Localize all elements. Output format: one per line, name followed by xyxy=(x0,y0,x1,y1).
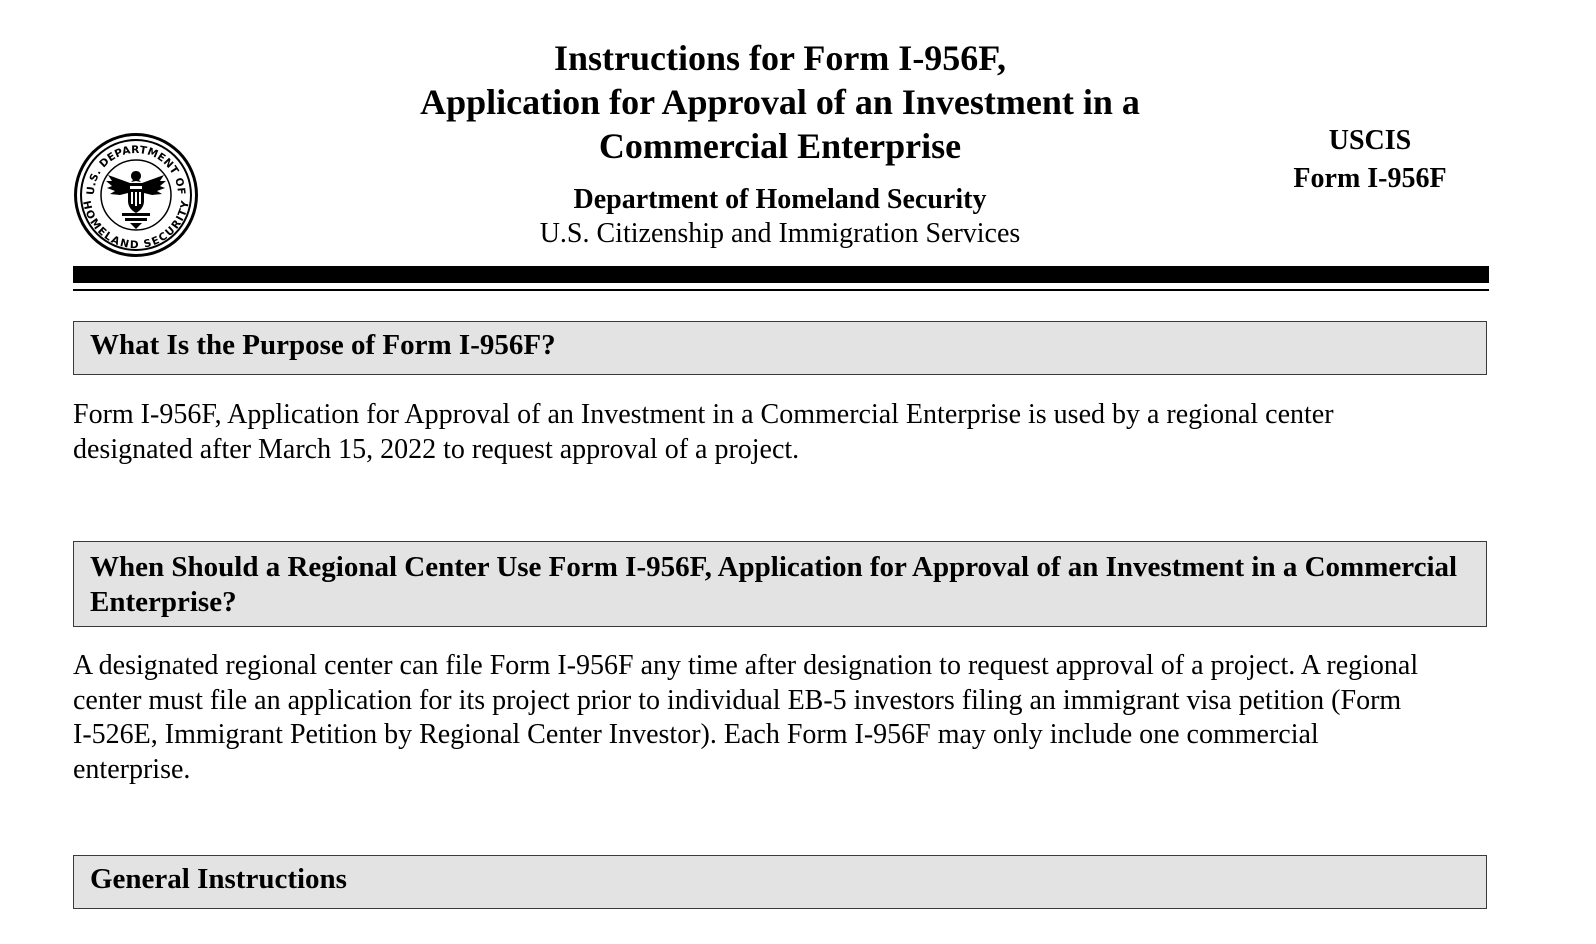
section-heading-when-to-use-line-2: Enterprise? xyxy=(90,586,237,618)
paragraph-line: enterprise. xyxy=(73,753,191,785)
document-title-block xyxy=(380,36,1180,251)
form-id-agency: USCIS xyxy=(1328,125,1412,156)
paragraph-line: I-526E, Immigrant Petition by Regional Center Investor). Each Form I-956F may only include one commercial xyxy=(73,719,1319,750)
department-name: Department of Homeland Security xyxy=(573,184,987,215)
paragraph-line: designated after March 15, 2022 to request approval of a project. xyxy=(73,433,800,465)
dhs-seal-icon xyxy=(72,131,200,259)
section-heading-general-instructions xyxy=(73,855,1487,909)
section-heading-when-to-use xyxy=(73,541,1487,627)
paragraph-line: A designated regional center can file Form I-956F any time after designation to request approval of a project. A regional xyxy=(73,650,1419,681)
document-title-line-2: Application for Approval of an Investment in a xyxy=(420,82,1140,122)
form-id-block xyxy=(1270,122,1470,198)
header-divider-thick xyxy=(73,266,1489,283)
document-title-line-1: Instructions for Form I-956F, xyxy=(554,38,1006,78)
section-paragraph-purpose xyxy=(73,398,1493,467)
form-id-number: Form I-956F xyxy=(1293,163,1447,194)
section-heading-when-to-use-line-1: When Should a Regional Center Use Form I-956F, Application for Approval of an Investment in a Commercial xyxy=(90,551,1458,583)
paragraph-line: center must file an application for its project prior to individual EB-5 investors filing an immigrant visa petition (Form xyxy=(73,684,1402,716)
document-title-line-3: Commercial Enterprise xyxy=(598,126,962,166)
section-heading-purpose xyxy=(73,321,1487,375)
section-heading-purpose-text: What Is the Purpose of Form I-956F? xyxy=(90,329,556,361)
paragraph-line: Form I-956F, Application for Approval of an Investment in a Commercial Enterprise is used by a regional center xyxy=(73,399,1334,430)
section-heading-general-instructions-text: General Instructions xyxy=(90,863,347,895)
header-divider-thin xyxy=(73,289,1489,291)
agency-name: U.S. Citizenship and Immigration Services xyxy=(539,218,1021,249)
section-paragraph-when-to-use xyxy=(73,649,1493,787)
seal-bottom-text: HOMELAND SECURITY xyxy=(80,199,192,252)
seal-top-text: U.S. DEPARTMENT OF xyxy=(84,143,188,196)
